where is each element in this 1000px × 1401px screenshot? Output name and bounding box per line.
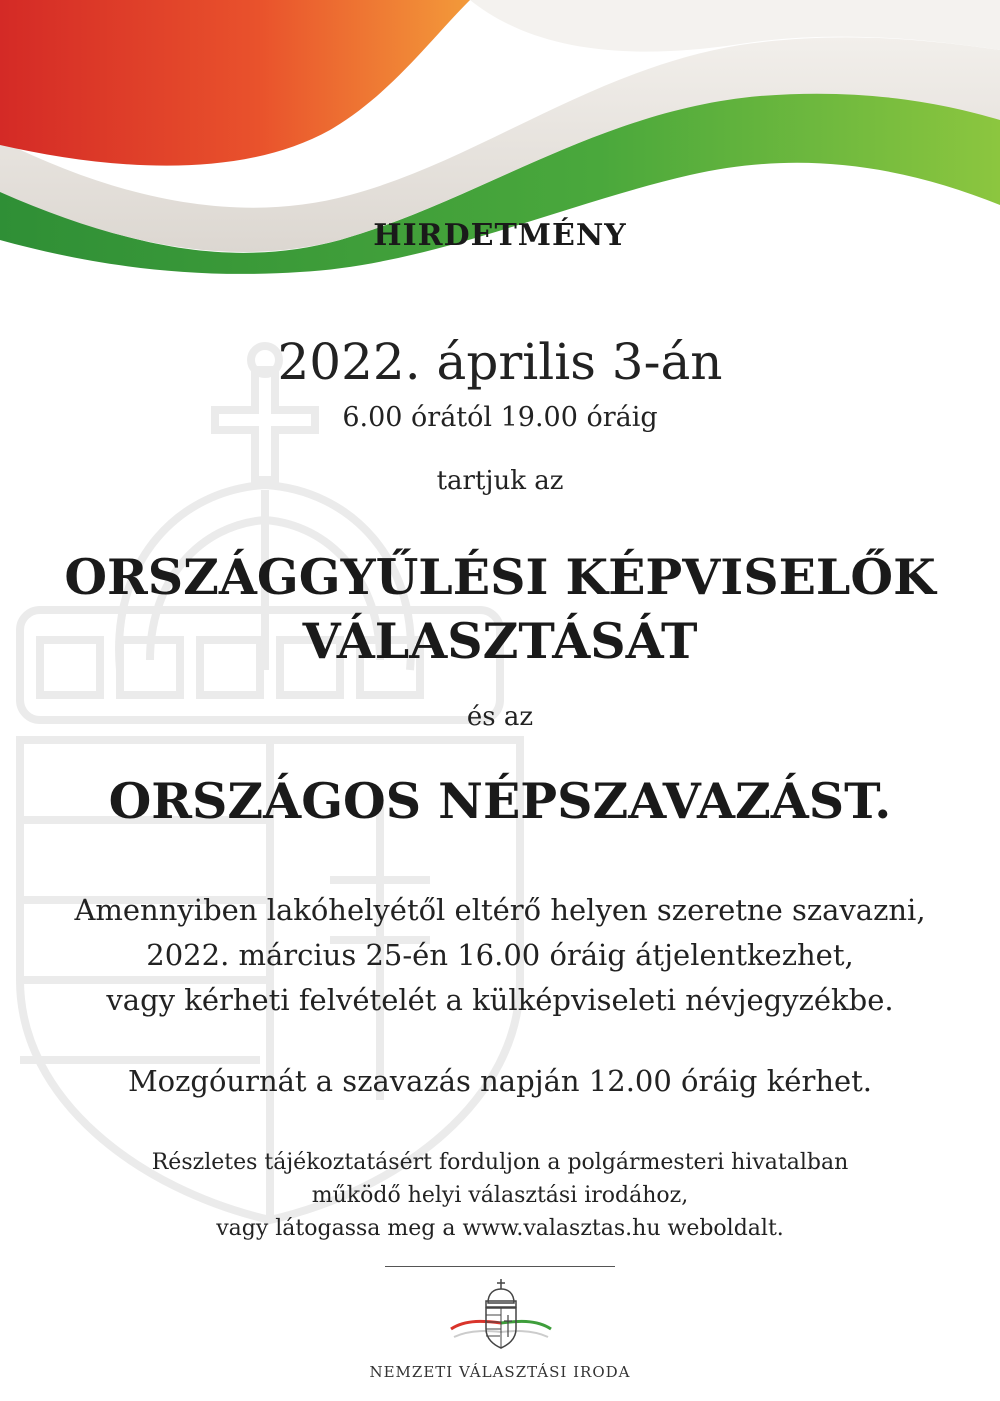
divider	[385, 1266, 615, 1267]
information-paragraph	[0, 1146, 1000, 1245]
mobile-ballot-box-text: Mozgóurnát a szavazás napján 12.00 óráig kérhet.	[127, 1064, 873, 1098]
main-headline	[0, 545, 1000, 673]
connector-text: és az	[466, 702, 534, 732]
second-headline: ORSZÁGOS NÉPSZAVAZÁST.	[108, 772, 892, 830]
info-line: vagy látogassa meg a www.valasztas.hu weboldalt.	[216, 1216, 784, 1241]
relocation-paragraph	[0, 888, 1000, 1023]
main-headline-line1: ORSZÁGGYŰLÉSI KÉPVISELŐK	[64, 548, 936, 606]
lead-text: tartjuk az	[436, 466, 564, 496]
paragraph-line: Amennyiben lakóhelyétől eltérő helyen szeretne szavazni,	[74, 893, 926, 927]
paragraph-line: 2022. március 25-én 16.00 óráig átjelentkezhet,	[146, 938, 854, 972]
info-line: Részletes tájékoztatásért forduljon a polgármesteri hivatalban	[151, 1150, 849, 1175]
notice-title: HIRDETMÉNY	[373, 218, 627, 253]
paragraph-line: vagy kérheti felvételét a külképviseleti névjegyzékbe.	[106, 983, 894, 1017]
main-headline-line2: VÁLASZTÁSÁT	[302, 612, 698, 670]
info-line: működő helyi választási irodához,	[311, 1183, 689, 1208]
hungarian-coat-of-arms-icon	[446, 1277, 556, 1362]
election-date: 2022. április 3-án	[277, 333, 723, 391]
voting-hours: 6.00 órától 19.00 óráig	[342, 402, 658, 433]
organization-name: NEMZETI VÁLASZTÁSI IRODA	[369, 1363, 631, 1381]
